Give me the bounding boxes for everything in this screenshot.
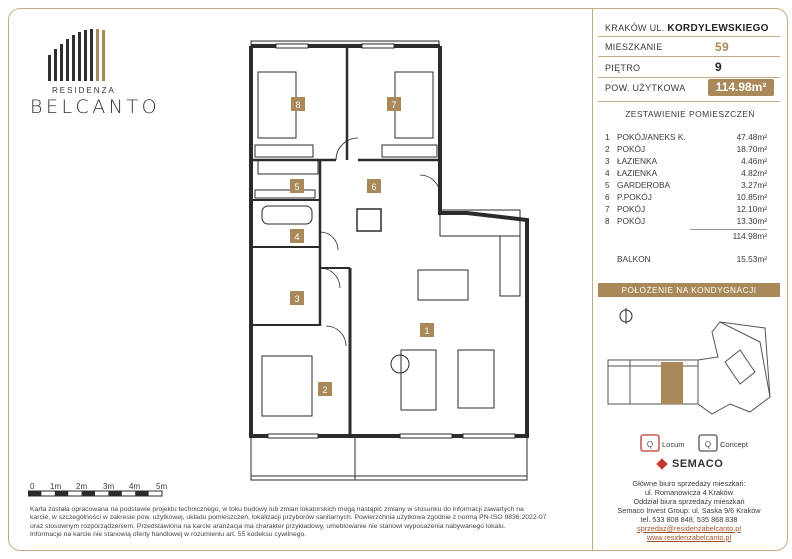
room-name: GARDEROBA — [617, 180, 671, 190]
rooms-title: ZESTAWIENIE POMIESZCZEŃ — [625, 109, 755, 119]
apartment-location-marker — [661, 362, 683, 404]
plan-label-7: 7 — [391, 100, 397, 110]
locum-logo-icon — [640, 434, 660, 452]
room-name: POKÓJ/ANEKS K. — [617, 132, 686, 142]
room-number: 7 — [605, 204, 610, 214]
floor-label: PIĘTRO — [605, 63, 641, 73]
room-area: 3.27m² — [741, 180, 767, 190]
room-number: 1 — [605, 132, 610, 142]
room-area: 47.48m² — [736, 132, 767, 142]
floor-position-map — [600, 302, 778, 420]
room-name: P.POKÓJ — [617, 192, 652, 202]
contact-line: tel. 533 808 848, 535 868 838 — [640, 515, 738, 524]
plan-label-6: 6 — [371, 182, 377, 192]
floor-number: 9 — [715, 60, 722, 74]
apartment-number: 59 — [715, 40, 729, 54]
room-name: POKÓJ — [617, 216, 646, 226]
svg-text:Q: Q — [704, 440, 712, 449]
scale-label-0: 0 — [30, 482, 35, 491]
contact-line: ul. Romanowicza 4 Kraków — [644, 488, 733, 497]
disclaimer-line: Informacje na karcie nie stanowią oferty handlowej w rozumieniu art. 55 kodeksu cywilnego. — [30, 531, 307, 539]
room-area: 18.70m² — [736, 144, 767, 154]
apartment-label: MIESZKANIE — [605, 42, 663, 52]
panel-divider — [592, 8, 593, 551]
room-area: 10.85m² — [736, 192, 767, 202]
brand-subtitle: RESIDENZA — [52, 86, 116, 95]
room-number: 8 — [605, 216, 610, 226]
room-number: 4 — [605, 168, 610, 178]
room-row — [605, 180, 767, 191]
belcanto-logo-icon — [48, 29, 110, 81]
scale-label-2m: 2m — [76, 482, 88, 491]
rule — [598, 36, 780, 37]
concept-logo-icon — [698, 434, 718, 452]
scale-label-5m: 5m — [156, 482, 168, 491]
brand-title: BELCANTO — [30, 96, 161, 118]
contact-line: Oddział biura sprzedaży mieszkań — [633, 497, 745, 506]
floor-position-header: POŁOŻENIE NA KONDYGNACJI — [598, 283, 780, 297]
plan-label-4: 4 — [294, 232, 300, 242]
balcony-label: BALKON — [617, 254, 651, 264]
room-area: 13.30m² — [736, 216, 767, 226]
total-rule — [690, 229, 767, 230]
scale-label-1m: 1m — [50, 482, 62, 491]
room-row — [605, 144, 767, 155]
room-row — [605, 216, 767, 227]
room-row — [605, 132, 767, 143]
total-area: 114.98m² — [732, 231, 767, 241]
disclaimer — [30, 506, 590, 540]
concept-label: Concept — [720, 440, 748, 449]
disclaimer-line: karcie, w szczególności w zakresie pow. użytkowej, układu pomieszczeń, lokalizacji przyborów sanitarnych. Powierzchnia użytkowa zgodnie z normą PN-ISO 9836:2022-07 — [30, 514, 547, 522]
disclaimer-line: Karta została opracowana na podstawie projektu technicznego, w toku budowy lub zmian lokatorskich mogą nastąpić zmiany w stosunku do informacji zawartych na — [30, 506, 524, 513]
semaco-label: SEMACO — [672, 458, 724, 470]
rule — [598, 101, 780, 102]
scale-label-3m: 3m — [103, 482, 115, 491]
room-number: 5 — [605, 180, 610, 190]
scale-label-4m: 4m — [129, 482, 141, 491]
plan-label-2: 2 — [322, 385, 328, 395]
room-area: 12.10m² — [736, 204, 767, 214]
contact-website-link[interactable]: www.residenzabelcanto.pl — [646, 533, 732, 542]
plan-label-1: 1 — [424, 326, 430, 336]
area-label: POW. UŻYTKOWA — [605, 83, 686, 93]
room-row — [605, 168, 767, 179]
room-name: ŁAZIENKA — [617, 168, 658, 178]
street-name: KORDYLEWSKIEGO — [667, 23, 769, 34]
room-row — [605, 192, 767, 203]
room-area: 4.46m² — [741, 156, 767, 166]
address — [605, 23, 769, 34]
contact-line: Główne biuro sprzedaży mieszkań: — [632, 479, 746, 488]
room-name: POKÓJ — [617, 204, 646, 214]
scale-bar — [28, 490, 178, 498]
room-row — [605, 156, 767, 167]
floor-plan — [240, 36, 540, 486]
room-name: POKÓJ — [617, 144, 646, 154]
city-label: KRAKÓW UL. — [605, 23, 665, 33]
room-area: 4.82m² — [741, 168, 767, 178]
semaco-logo-icon — [655, 457, 669, 471]
contact-block — [598, 479, 780, 542]
area-badge: 114.98m² — [708, 79, 774, 96]
plan-label-5: 5 — [294, 182, 300, 192]
contact-email-link[interactable]: sprzedaz@residenzabelcanto.pl — [637, 524, 741, 533]
rule — [598, 56, 780, 57]
contact-line: Semaco Invest Group: ul. Saska 9/6 Kraków — [617, 506, 761, 515]
room-number: 3 — [605, 156, 610, 166]
room-number: 6 — [605, 192, 610, 202]
room-name: ŁAZIENKA — [617, 156, 658, 166]
balcony-area: 15.53m² — [736, 254, 767, 264]
svg-text:Q: Q — [646, 440, 654, 449]
plan-label-3: 3 — [294, 294, 300, 304]
disclaimer-line: oraz stosownym rozporządzeniem. Przedstawiona na karcie aranżacja ma charakter przykładowy, umeblowanie nie stanowi wyposażenia nabywanego lokalu. — [30, 522, 506, 530]
rule — [598, 77, 780, 78]
plan-label-8: 8 — [295, 100, 301, 110]
locum-label: Locum — [662, 440, 685, 449]
room-number: 2 — [605, 144, 610, 154]
room-row — [605, 204, 767, 215]
